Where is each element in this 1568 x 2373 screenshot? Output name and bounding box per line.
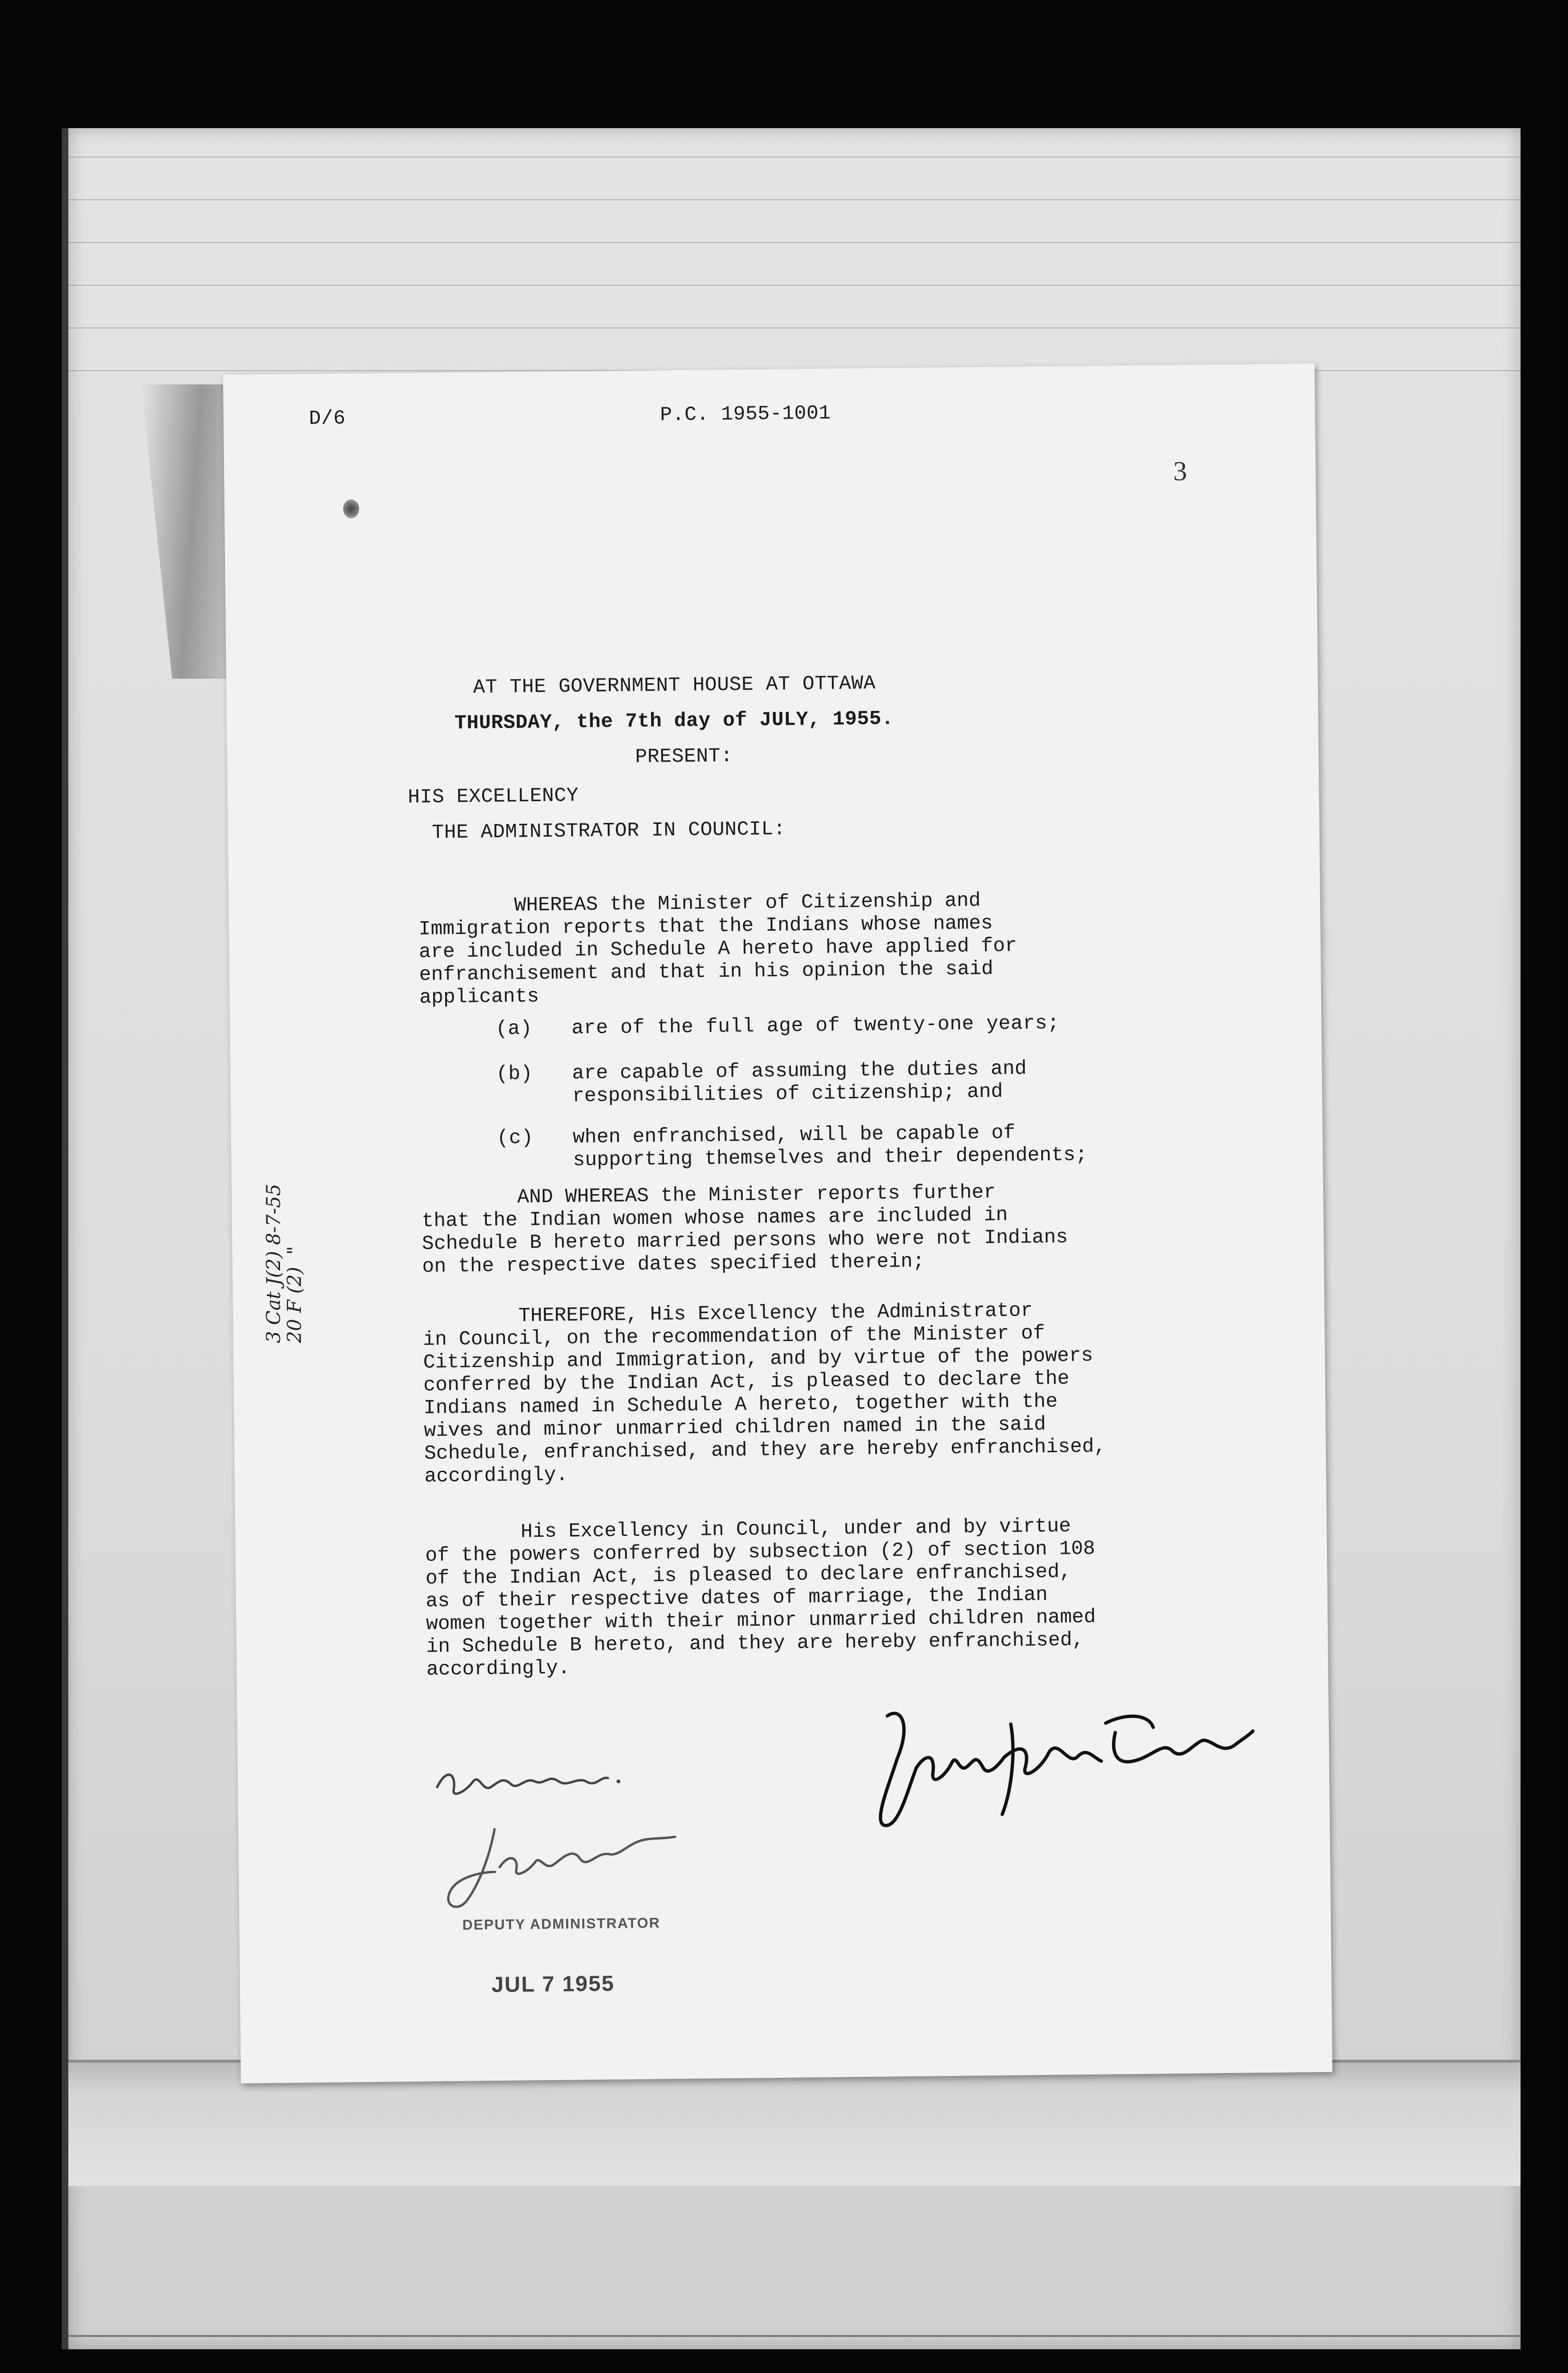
whereas-paragraph: WHEREAS the Minister of Citizenship and Immigration reports that the Indians whose names are included in Schedule A hereto have applied for enfranchisement and that in his opinion the said applicants: [418, 889, 1017, 1009]
heading-place: AT THE GOVERNMENT HOUSE AT OTTAWA: [473, 672, 876, 699]
item-b-marker: (b): [496, 1062, 533, 1086]
document-page: [223, 364, 1333, 2083]
lower-rule: [68, 2335, 1521, 2337]
order-number: P.C. 1955-1001: [660, 402, 831, 427]
date-line: THURSDAY, the 7th day of JULY, 1955.: [454, 707, 894, 735]
and-whereas-paragraph: AND WHEREAS the Minister reports further that the Indian women whose names are included in Schedule B hereto married persons who were not Indians on the respective dates specified therein;: [421, 1181, 1068, 1278]
therefore-paragraph: THEREFORE, His Excellency the Administrator in Council, on the recommendation of the Minister of Citizenship and Immigration, and by virtue of the powers conferred by the Indian Act, is pleased to declare the Indians named in Schedule A hereto, together with the wives and minor unmarried children named in the said Schedule, enfranchised, and they are hereby enfranchised, accordingly.: [422, 1299, 1106, 1488]
approved-handwriting: [427, 1747, 627, 1806]
his-excellency-paragraph: His Excellency in Council, under and by virtue of the powers conferred by subsection (2) of section 108 of the Indian Act, is pleased to declare enfranchised, as of their respective dates of marriage, the Indian women together with their minor unmarried children named in Schedule B hereto, and they are hereby enfranchised, accordingly.: [425, 1514, 1096, 1681]
heading-administrator: THE ADMINISTRATOR IN COUNCIL:: [431, 817, 786, 844]
item-a-marker: (a): [495, 1017, 532, 1041]
stamp-title: DEPUTY ADMINISTRATOR: [462, 1915, 661, 1933]
page-number: 3: [1173, 455, 1187, 487]
ruled-line: [68, 199, 1521, 200]
main-signature: [868, 1693, 1259, 1840]
item-b-text: are capable of assuming the duties and responsibilities of citizenship; and: [572, 1057, 1027, 1108]
item-c-marker: (c): [496, 1126, 534, 1150]
heading-excellency: HIS EXCELLENCY: [408, 784, 579, 809]
ruled-line: [68, 327, 1521, 328]
item-a-text: are of the full age of twenty-one years;: [571, 1011, 1060, 1040]
item-c-text: when enfranchised, will be capable of supporting themselves and their dependents;: [572, 1121, 1088, 1172]
ruled-line: [68, 285, 1521, 286]
heading-date: [454, 707, 894, 735]
file-reference: D/6: [308, 407, 346, 430]
initials-signature: [438, 1813, 685, 1915]
punch-hole: [343, 499, 359, 518]
ruled-line: [68, 157, 1521, 158]
ruled-line: [68, 242, 1521, 243]
margin-annotation: 3 Cat J(2) 8-7-55 20 F (2) ": [263, 1184, 306, 1343]
heading-present: PRESENT:: [635, 744, 733, 768]
stamp-date: JUL 7 1955: [491, 1971, 615, 1997]
